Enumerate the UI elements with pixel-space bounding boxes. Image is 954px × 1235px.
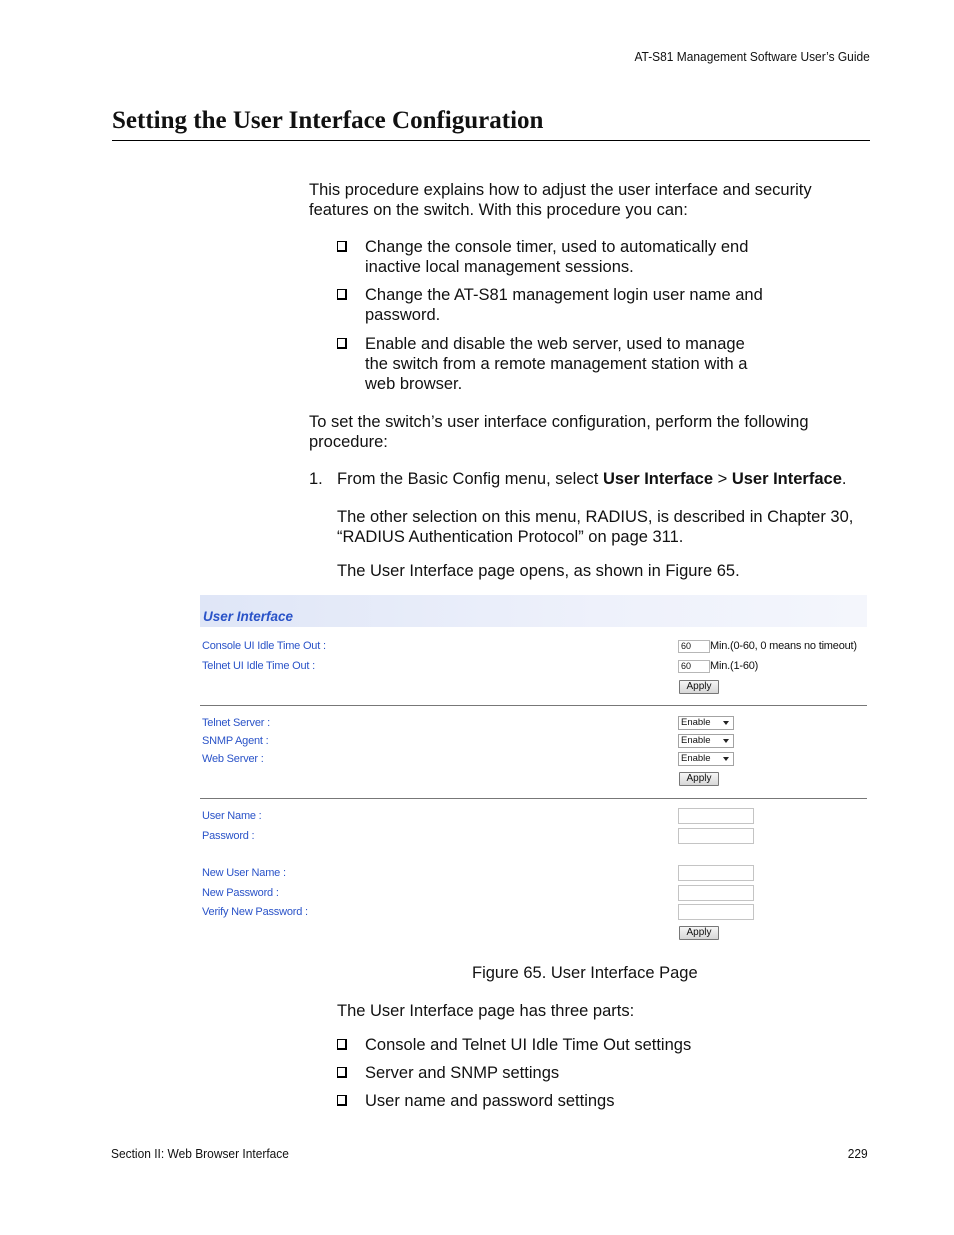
intro-paragraph [309, 180, 812, 220]
step-text [337, 469, 846, 489]
snmp-agent-label: SNMP Agent : [202, 735, 269, 747]
web-server-label: Web Server : [202, 753, 264, 765]
user-name-label: User Name : [202, 810, 262, 822]
telnet-server-value: Enable [681, 717, 711, 728]
bullet-box-icon [337, 1067, 347, 1078]
ui-figure [200, 595, 867, 945]
apply-credentials-button[interactable]: Apply [679, 926, 719, 940]
bullet-line: web browser. [365, 375, 463, 393]
new-user-name-input[interactable] [678, 865, 754, 881]
bullet-line: Change the AT-S81 management login user name and [365, 286, 763, 304]
section-title: Setting the User Interface Configuration [112, 107, 544, 134]
bullet-box-icon [337, 1039, 347, 1050]
chevron-down-icon [723, 739, 729, 743]
console-timeout-input[interactable]: 60 [678, 640, 710, 653]
user-name-input[interactable] [678, 808, 754, 824]
bullet-item: Server and SNMP settings [365, 1064, 560, 1082]
console-timeout-note: Min.(0-60, 0 means no timeout) [710, 640, 857, 652]
verify-password-label: Verify New Password : [202, 906, 308, 918]
menu-path-separator: > [713, 470, 732, 488]
step-period: . [841, 470, 847, 488]
bullet-box-icon [337, 289, 347, 300]
bullet-line: password. [365, 306, 441, 324]
bullet-line: Change the console timer, used to automatically end [365, 238, 749, 256]
ui-title-bar [200, 595, 867, 627]
intro-line: This procedure explains how to adjust the user interface and security [309, 181, 812, 199]
chevron-down-icon [723, 721, 729, 725]
menu-path-bold: User Interface [731, 470, 842, 488]
bullet-box-icon [337, 241, 347, 252]
bullet-box-icon [337, 338, 347, 349]
ui-title: User Interface [203, 609, 294, 624]
section-divider [200, 798, 867, 799]
procedure-intro-line: procedure: [309, 433, 388, 451]
apply-server-button[interactable]: Apply [679, 772, 719, 786]
bullet-box-icon [337, 1095, 347, 1106]
new-password-input[interactable] [678, 885, 754, 901]
bullet-item [365, 285, 763, 325]
figure-caption: Figure 65. User Interface Page [472, 964, 698, 982]
console-timeout-label: Console UI Idle Time Out : [202, 640, 326, 652]
snmp-agent-value: Enable [681, 735, 711, 746]
telnet-server-select[interactable] [678, 716, 734, 730]
procedure-intro-line: To set the switch’s user interface configuration, perform the following [309, 413, 809, 431]
step-text-plain: From the Basic Config menu, select [337, 470, 603, 488]
telnet-timeout-input[interactable]: 60 [678, 660, 710, 673]
bullet-line: the switch from a remote management station with a [365, 355, 748, 373]
intro-line: features on the switch. With this procedure you can: [309, 201, 688, 219]
password-label: Password : [202, 830, 255, 842]
bullet-item: Console and Telnet UI Idle Time Out settings [365, 1036, 692, 1054]
section-divider [200, 705, 867, 706]
note-line: “RADIUS Authentication Protocol” on page 311. [337, 528, 684, 546]
password-input[interactable] [678, 828, 754, 844]
title-rule [112, 140, 870, 141]
procedure-intro [309, 412, 809, 452]
apply-timeout-button[interactable]: Apply [679, 680, 719, 694]
parts-intro: The User Interface page has three parts: [337, 1002, 635, 1020]
bullet-line: inactive local management sessions. [365, 258, 634, 276]
bullet-item [365, 237, 748, 277]
bullet-item: User name and password settings [365, 1092, 615, 1110]
bullet-line: Enable and disable the web server, used to manage [365, 335, 745, 353]
web-server-select[interactable] [678, 752, 734, 766]
running-header: AT-S81 Management Software User’s Guide [634, 49, 870, 64]
step-number: 1. [309, 470, 323, 488]
new-password-label: New Password : [202, 887, 279, 899]
opens-text: The User Interface page opens, as shown in Figure 65. [337, 562, 740, 580]
footer-section: Section II: Web Browser Interface [111, 1146, 289, 1161]
telnet-timeout-note: Min.(1-60) [710, 660, 759, 672]
verify-password-input[interactable] [678, 904, 754, 920]
new-user-name-label: New User Name : [202, 867, 286, 879]
chevron-down-icon [723, 757, 729, 761]
note-line: The other selection on this menu, RADIUS, is described in Chapter 30, [337, 508, 854, 526]
snmp-agent-select[interactable] [678, 734, 734, 748]
page-number: 229 [848, 1146, 868, 1161]
telnet-server-label: Telnet Server : [202, 717, 270, 729]
web-server-value: Enable [681, 753, 711, 764]
menu-path-bold: User Interface [602, 470, 714, 488]
bullet-item [365, 334, 747, 394]
telnet-timeout-label: Telnet UI Idle Time Out : [202, 660, 315, 672]
note-paragraph [337, 507, 853, 547]
